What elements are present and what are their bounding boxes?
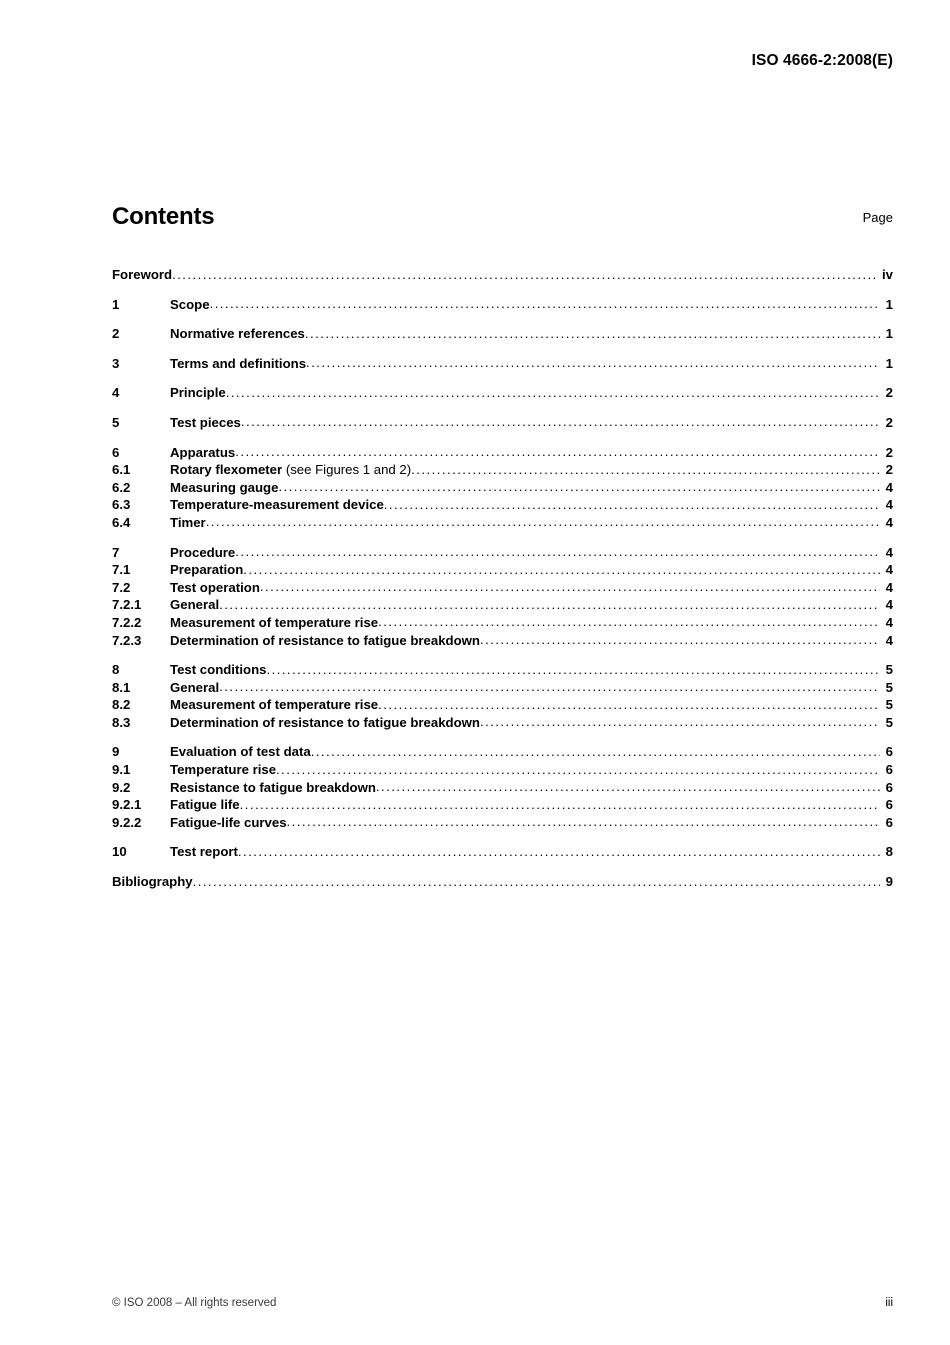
toc-entry-label — [170, 355, 306, 373]
toc-entry-page-number: 4 — [885, 544, 893, 560]
toc-entry-label — [170, 384, 226, 402]
toc-entry-label — [170, 325, 305, 343]
toc-entry[interactable] — [112, 325, 893, 343]
toc-entry-page-number: 4 — [885, 614, 893, 630]
toc-entry[interactable] — [112, 714, 893, 732]
toc-entry-title: Test operation — [170, 579, 260, 595]
toc-entry-title: Measuring gauge — [170, 479, 279, 495]
toc-entry-number: 1 — [112, 296, 120, 312]
toc-entry-label — [170, 679, 219, 697]
toc-entry-title: Timer — [170, 514, 206, 530]
toc-entry-number: 7.2.1 — [112, 597, 142, 613]
toc-entry[interactable] — [112, 514, 893, 532]
toc-entry-page-number: 5 — [885, 697, 893, 713]
toc-entry[interactable] — [112, 779, 893, 797]
toc-entry-number: 7 — [112, 544, 120, 560]
toc-entry-page-number: 4 — [885, 497, 893, 513]
toc-dot-leader — [305, 325, 880, 342]
toc-dot-leader — [238, 843, 880, 860]
toc-dot-leader — [243, 561, 880, 578]
toc-entry-page-number: 5 — [885, 679, 893, 695]
toc-entry[interactable] — [112, 743, 893, 761]
toc-dot-leader — [219, 679, 880, 696]
toc-entry-number: 6 — [112, 444, 120, 460]
toc-entry-title: Fatigue life — [170, 797, 240, 813]
toc-entry[interactable] — [112, 414, 893, 432]
toc-entry-number: 9 — [112, 744, 120, 760]
toc-entry[interactable] — [112, 496, 893, 514]
toc-dot-leader — [240, 796, 880, 813]
toc-dot-leader — [210, 296, 880, 313]
toc-entry-number: 2 — [112, 326, 120, 342]
toc-entry-page-number: 1 — [885, 355, 893, 371]
toc-entry[interactable] — [112, 661, 893, 679]
toc-entry-number: 9.2 — [112, 779, 131, 795]
toc-entry-label — [170, 632, 480, 650]
toc-entry-title: General — [170, 597, 220, 613]
toc-entry-number: 9.1 — [112, 762, 131, 778]
toc-entry-number: 6.2 — [112, 479, 131, 495]
toc-entry-label — [170, 596, 219, 614]
contents-title-row — [112, 205, 893, 229]
toc-dot-leader — [378, 614, 880, 631]
toc-dot-leader — [226, 384, 880, 401]
toc-entry-number: 3 — [112, 355, 120, 371]
toc-dot-leader — [219, 596, 880, 613]
toc-entry-label — [170, 696, 378, 714]
toc-entry[interactable] — [112, 544, 893, 562]
toc-entry-title: Rotary flexometer — [170, 462, 283, 478]
toc-dot-leader — [384, 496, 880, 513]
toc-entry-title: Temperature rise — [170, 762, 277, 778]
table-of-contents — [112, 266, 893, 891]
toc-entry-number: 7.2.3 — [112, 632, 142, 648]
toc-entry-page-number: 2 — [885, 414, 893, 430]
toc-dot-leader — [287, 814, 880, 831]
toc-entry[interactable] — [112, 596, 893, 614]
toc-entry-page-number: 4 — [885, 514, 893, 530]
toc-entry-page-number: 1 — [885, 296, 893, 312]
toc-entry[interactable] — [112, 761, 893, 779]
toc-entry-title: Foreword — [112, 267, 173, 282]
toc-entry-number: 5 — [112, 414, 120, 430]
toc-entry-title: Temperature-measurement device — [170, 497, 384, 513]
page-column-label: Page — [862, 210, 893, 225]
toc-entry-number: 6.1 — [112, 462, 131, 478]
toc-entry-label — [170, 661, 266, 679]
toc-entry-label — [170, 761, 276, 779]
toc-dot-leader — [378, 696, 880, 713]
toc-entry-label — [170, 579, 260, 597]
document-footer — [112, 1297, 893, 1309]
toc-dot-leader — [241, 414, 880, 431]
toc-entry-title: General — [170, 679, 220, 695]
toc-entry[interactable] — [112, 873, 893, 891]
toc-entry[interactable] — [112, 266, 893, 284]
toc-entry-number: 8 — [112, 662, 120, 678]
toc-entry-label — [170, 561, 243, 579]
toc-entry-page-number: 1 — [885, 326, 893, 342]
toc-entry-number: 8.3 — [112, 714, 131, 730]
toc-entry-label — [170, 414, 241, 432]
toc-entry-title: Determination of resistance to fatigue breakdown — [170, 714, 480, 730]
toc-entry-number: 4 — [112, 385, 120, 401]
toc-dot-leader — [172, 266, 879, 283]
toc-entry-page-number: 9 — [885, 874, 893, 890]
toc-entry[interactable] — [112, 843, 893, 861]
toc-entry-number: 6.3 — [112, 497, 131, 513]
toc-dot-leader — [411, 461, 880, 478]
toc-entry[interactable] — [112, 384, 893, 402]
toc-entry-page-number: 6 — [885, 814, 893, 830]
toc-entry-title: Fatigue-life curves — [170, 814, 287, 830]
toc-dot-leader — [276, 761, 880, 778]
toc-dot-leader — [235, 544, 880, 561]
toc-entry-page-number: 6 — [885, 744, 893, 760]
toc-entry-title: Bibliography — [112, 874, 193, 890]
toc-entry-title: Determination of resistance to fatigue breakdown — [170, 632, 480, 648]
toc-dot-leader — [278, 479, 880, 496]
toc-entry-page-number: 8 — [885, 844, 893, 860]
toc-entry-number: 9.2.2 — [112, 814, 142, 830]
toc-entry-page-number: 6 — [885, 779, 893, 795]
toc-dot-leader — [306, 355, 880, 372]
toc-entry[interactable] — [112, 814, 893, 832]
toc-entry-page-number: 2 — [885, 444, 893, 460]
toc-entry-title: Evaluation of test data — [170, 744, 311, 760]
toc-entry-label — [112, 873, 193, 891]
toc-entry-label — [170, 514, 206, 532]
toc-entry-label — [170, 843, 238, 861]
toc-entry-label — [170, 614, 378, 632]
toc-entry-title: Procedure — [170, 544, 236, 560]
toc-dot-leader — [480, 714, 880, 731]
toc-entry-label — [170, 743, 311, 761]
toc-entry[interactable] — [112, 679, 893, 697]
toc-entry-title: Apparatus — [170, 444, 236, 460]
toc-entry-page-number: 2 — [885, 462, 893, 478]
toc-entry-title: Resistance to fatigue breakdown — [170, 779, 376, 795]
toc-entry-page-number: 6 — [885, 762, 893, 778]
toc-entry-page-number: 4 — [885, 597, 893, 613]
toc-entry-title: Test conditions — [170, 662, 267, 678]
document-header-standard-ref: ISO 4666-2:2008(E) — [751, 52, 893, 69]
toc-entry-title: Test report — [170, 844, 238, 860]
toc-entry-number: 9.2.1 — [112, 797, 142, 813]
toc-entry-number: 8.2 — [112, 697, 131, 713]
toc-entry[interactable] — [112, 696, 893, 714]
toc-entry-label — [170, 796, 240, 814]
toc-entry-label — [170, 714, 480, 732]
toc-entry-label — [170, 479, 278, 497]
toc-entry-page-number: 2 — [885, 385, 893, 401]
toc-entry[interactable] — [112, 796, 893, 814]
toc-entry-number: 6.4 — [112, 514, 131, 530]
page-folio: iii — [885, 1297, 893, 1309]
toc-entry-label — [170, 461, 411, 479]
toc-entry-number: 10 — [112, 844, 127, 860]
toc-entry-page-number: 4 — [885, 579, 893, 595]
toc-entry-number: 8.1 — [112, 679, 131, 695]
toc-dot-leader — [266, 661, 880, 678]
toc-entry-page-number: 5 — [885, 662, 893, 678]
toc-entry[interactable] — [112, 355, 893, 373]
toc-entry-page-number: 4 — [885, 632, 893, 648]
toc-entry[interactable] — [112, 632, 893, 650]
toc-entry[interactable] — [112, 614, 893, 632]
toc-entry[interactable] — [112, 561, 893, 579]
toc-entry-label — [112, 266, 172, 284]
toc-entry-title: Principle — [170, 385, 226, 401]
toc-entry-title: Terms and definitions — [170, 355, 307, 371]
toc-entry-title: Test pieces — [170, 414, 241, 430]
toc-entry-note: (see Figures 1 and 2) — [285, 462, 412, 478]
toc-entry-title: Scope — [170, 296, 210, 312]
toc-entry-page-number: 5 — [885, 714, 893, 730]
toc-entry-page-number: 6 — [885, 797, 893, 813]
toc-entry-number: 7.2.2 — [112, 614, 142, 630]
toc-dot-leader — [235, 444, 880, 461]
toc-dot-leader — [376, 779, 880, 796]
toc-entry-number: 7.2 — [112, 579, 131, 595]
toc-entry-title: Measurement of temperature rise — [170, 697, 379, 713]
toc-entry-title: Normative references — [170, 326, 305, 342]
toc-entry[interactable] — [112, 444, 893, 462]
toc-entry-page-number: 4 — [885, 479, 893, 495]
toc-dot-leader — [206, 514, 880, 531]
toc-entry-label — [170, 779, 376, 797]
toc-entry[interactable] — [112, 461, 893, 479]
toc-entry-label — [170, 296, 210, 314]
toc-entry-label — [170, 496, 384, 514]
copyright-notice: © ISO 2008 – All rights reserved — [112, 1297, 277, 1309]
toc-dot-leader — [260, 579, 880, 596]
toc-entry-number: 7.1 — [112, 562, 131, 578]
toc-dot-leader — [311, 743, 880, 760]
toc-entry-label — [170, 444, 235, 462]
toc-entry[interactable] — [112, 579, 893, 597]
toc-entry[interactable] — [112, 296, 893, 314]
toc-entry-title: Preparation — [170, 562, 244, 578]
toc-dot-leader — [480, 632, 880, 649]
toc-entry-title: Measurement of temperature rise — [170, 614, 379, 630]
toc-entry-label — [170, 814, 287, 832]
toc-entry-label — [170, 544, 235, 562]
toc-entry-page-number: 4 — [885, 562, 893, 578]
page-title: Contents — [112, 203, 215, 230]
toc-entry-page-number: iv — [882, 267, 893, 282]
toc-dot-leader — [193, 873, 880, 890]
toc-entry[interactable] — [112, 479, 893, 497]
